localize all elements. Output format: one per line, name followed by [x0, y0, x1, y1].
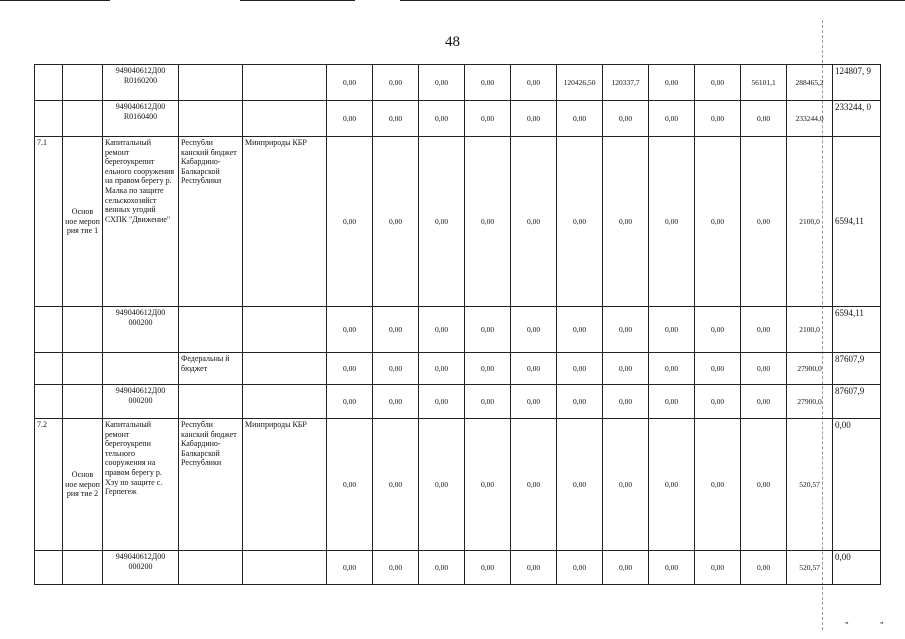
amount-cell: 0,00: [695, 419, 741, 551]
executor: [243, 353, 327, 385]
amount-cell: 0,00: [511, 65, 557, 101]
activity-name: [103, 353, 179, 385]
executor: Минприроды КБР: [243, 137, 327, 307]
amount-cell: 56101,1: [741, 65, 787, 101]
amount-cell: 0,00: [373, 551, 419, 585]
amount-cell: 0,00: [603, 419, 649, 551]
amount-cell: 0,00: [741, 353, 787, 385]
activity-name: 949040612Д00 000200: [103, 307, 179, 353]
total-cell: 87607,9: [833, 353, 881, 385]
total-cell: 0,00: [833, 419, 881, 551]
activity-type: [63, 65, 103, 101]
amount-cell: 0,00: [327, 101, 373, 137]
amount-cell: 0,00: [327, 137, 373, 307]
amount-cell: 0,00: [603, 101, 649, 137]
amount-cell: 0,00: [511, 353, 557, 385]
amount-cell: 520,57: [787, 551, 833, 585]
amount-cell: 0,00: [741, 101, 787, 137]
amount-cell: 0,00: [557, 101, 603, 137]
activity-name: 949040612Д00 000200: [103, 385, 179, 419]
amount-cell: 0,00: [373, 419, 419, 551]
amount-cell: 0,00: [419, 307, 465, 353]
activity-name: Капитальный ремонт берегоукрепи тельного сооружения на правом берегу р. Хэу по защите с. Герпегеж: [103, 419, 179, 551]
table-row: [35, 385, 881, 419]
amount-cell: 27900,0: [787, 385, 833, 419]
table-row: [35, 353, 881, 385]
funding-source: Республи канский бюджет Кабардино-Балкарской Республики: [179, 137, 243, 307]
item-number: 7.2: [35, 419, 63, 551]
amount-cell: 120337,7: [603, 65, 649, 101]
amount-cell: 2100,0: [787, 137, 833, 307]
activity-name: 949040612Д00 R0160400: [103, 101, 179, 137]
amount-cell: 0,00: [741, 551, 787, 585]
item-number: [35, 307, 63, 353]
table-row: [35, 419, 881, 551]
amount-cell: 0,00: [511, 101, 557, 137]
table-row: [35, 551, 881, 585]
activity-type: [63, 353, 103, 385]
activity-name: 949040612Д00 000200: [103, 551, 179, 585]
executor: Минприроды КБР: [243, 419, 327, 551]
item-number: [35, 385, 63, 419]
table-row: [35, 101, 881, 137]
funding-source: [179, 65, 243, 101]
amount-cell: 0,00: [419, 551, 465, 585]
amount-cell: 0,00: [649, 419, 695, 551]
amount-cell: 0,00: [557, 307, 603, 353]
amount-cell: 0,00: [741, 419, 787, 551]
amount-cell: 0,00: [327, 353, 373, 385]
executor: [243, 385, 327, 419]
amount-cell: 0,00: [373, 307, 419, 353]
executor: [243, 551, 327, 585]
amount-cell: 0,00: [419, 101, 465, 137]
amount-cell: 0,00: [695, 65, 741, 101]
funding-source: Федеральны й бюджет: [179, 353, 243, 385]
amount-cell: 0,00: [649, 353, 695, 385]
amount-cell: 0,00: [327, 385, 373, 419]
item-number: [35, 551, 63, 585]
amount-cell: 0,00: [373, 101, 419, 137]
amount-cell: 0,00: [741, 307, 787, 353]
amount-cell: 288465,2: [787, 65, 833, 101]
activity-type: Основ ное мероп рия тие 2: [63, 419, 103, 551]
amount-cell: 0,00: [465, 353, 511, 385]
activity-type: [63, 307, 103, 353]
amount-cell: 0,00: [557, 551, 603, 585]
amount-cell: 0,00: [465, 137, 511, 307]
amount-cell: 0,00: [465, 551, 511, 585]
amount-cell: 0,00: [465, 385, 511, 419]
amount-cell: 0,00: [511, 137, 557, 307]
amount-cell: 520,57: [787, 419, 833, 551]
amount-cell: 0,00: [511, 385, 557, 419]
amount-cell: 0,00: [695, 551, 741, 585]
activity-type: [63, 551, 103, 585]
amount-cell: 0,00: [511, 307, 557, 353]
amount-cell: 0,00: [419, 65, 465, 101]
amount-cell: 0,00: [465, 307, 511, 353]
amount-cell: 0,00: [373, 385, 419, 419]
amount-cell: 0,00: [649, 65, 695, 101]
funding-source: [179, 101, 243, 137]
item-number: 7.1: [35, 137, 63, 307]
budget-table: [34, 64, 881, 585]
amount-cell: 0,00: [695, 137, 741, 307]
amount-cell: 2100,0: [787, 307, 833, 353]
amount-cell: 0,00: [603, 551, 649, 585]
amount-cell: 0,00: [511, 419, 557, 551]
amount-cell: 0,00: [603, 307, 649, 353]
item-number: [35, 65, 63, 101]
amount-cell: 0,00: [741, 137, 787, 307]
amount-cell: 0,00: [649, 551, 695, 585]
activity-type: [63, 385, 103, 419]
amount-cell: 0,00: [327, 419, 373, 551]
page-number: 48: [445, 34, 460, 50]
amount-cell: 0,00: [695, 385, 741, 419]
amount-cell: 0,00: [741, 385, 787, 419]
funding-source: [179, 307, 243, 353]
amount-cell: 0,00: [557, 353, 603, 385]
activity-type: Основ ное мероп рия тие 1: [63, 137, 103, 307]
activity-name: Капитальный ремонт берегоукрепит ельного сооружения на правом берегу р. Малка по защите сельскохозяйст венных угодий СХПК "Движение": [103, 137, 179, 307]
total-cell: 87607,9: [833, 385, 881, 419]
amount-cell: 0,00: [557, 385, 603, 419]
amount-cell: 0,00: [603, 137, 649, 307]
amount-cell: 0,00: [603, 385, 649, 419]
amount-cell: 0,00: [327, 307, 373, 353]
amount-cell: 0,00: [465, 65, 511, 101]
amount-cell: 0,00: [649, 307, 695, 353]
amount-cell: 0,00: [649, 101, 695, 137]
total-cell: 6594,11: [833, 307, 881, 353]
amount-cell: 0,00: [419, 353, 465, 385]
table-row: [35, 65, 881, 101]
table-row: [35, 137, 881, 307]
funding-source: Республи канский бюджет Кабардино-Балкарской Республики: [179, 419, 243, 551]
executor: [243, 307, 327, 353]
amount-cell: 0,00: [419, 385, 465, 419]
total-cell: 233244, 0: [833, 101, 881, 137]
executor: [243, 65, 327, 101]
item-number: [35, 353, 63, 385]
amount-cell: 0,00: [465, 419, 511, 551]
amount-cell: 0,00: [695, 101, 741, 137]
total-cell: 0,00: [833, 551, 881, 585]
executor: [243, 101, 327, 137]
item-number: [35, 101, 63, 137]
amount-cell: 0,00: [373, 137, 419, 307]
funding-source: [179, 551, 243, 585]
amount-cell: 0,00: [603, 353, 649, 385]
total-cell: 124807, 9: [833, 65, 881, 101]
amount-cell: 0,00: [373, 65, 419, 101]
amount-cell: 0,00: [419, 419, 465, 551]
activity-name: 949040612Д00 R0160200: [103, 65, 179, 101]
activity-type: [63, 101, 103, 137]
total-cell: 6594,11: [833, 137, 881, 307]
funding-source: [179, 385, 243, 419]
amount-cell: 233244,0: [787, 101, 833, 137]
amount-cell: 0,00: [649, 385, 695, 419]
amount-cell: 27900,0: [787, 353, 833, 385]
amount-cell: 0,00: [511, 551, 557, 585]
amount-cell: 0,00: [327, 65, 373, 101]
table-row: [35, 307, 881, 353]
amount-cell: 120426,50: [557, 65, 603, 101]
amount-cell: 0,00: [557, 137, 603, 307]
amount-cell: 0,00: [373, 353, 419, 385]
amount-cell: 0,00: [465, 101, 511, 137]
amount-cell: 0,00: [649, 137, 695, 307]
amount-cell: 0,00: [327, 551, 373, 585]
amount-cell: 0,00: [695, 307, 741, 353]
amount-cell: 0,00: [695, 353, 741, 385]
amount-cell: 0,00: [557, 419, 603, 551]
amount-cell: 0,00: [419, 137, 465, 307]
